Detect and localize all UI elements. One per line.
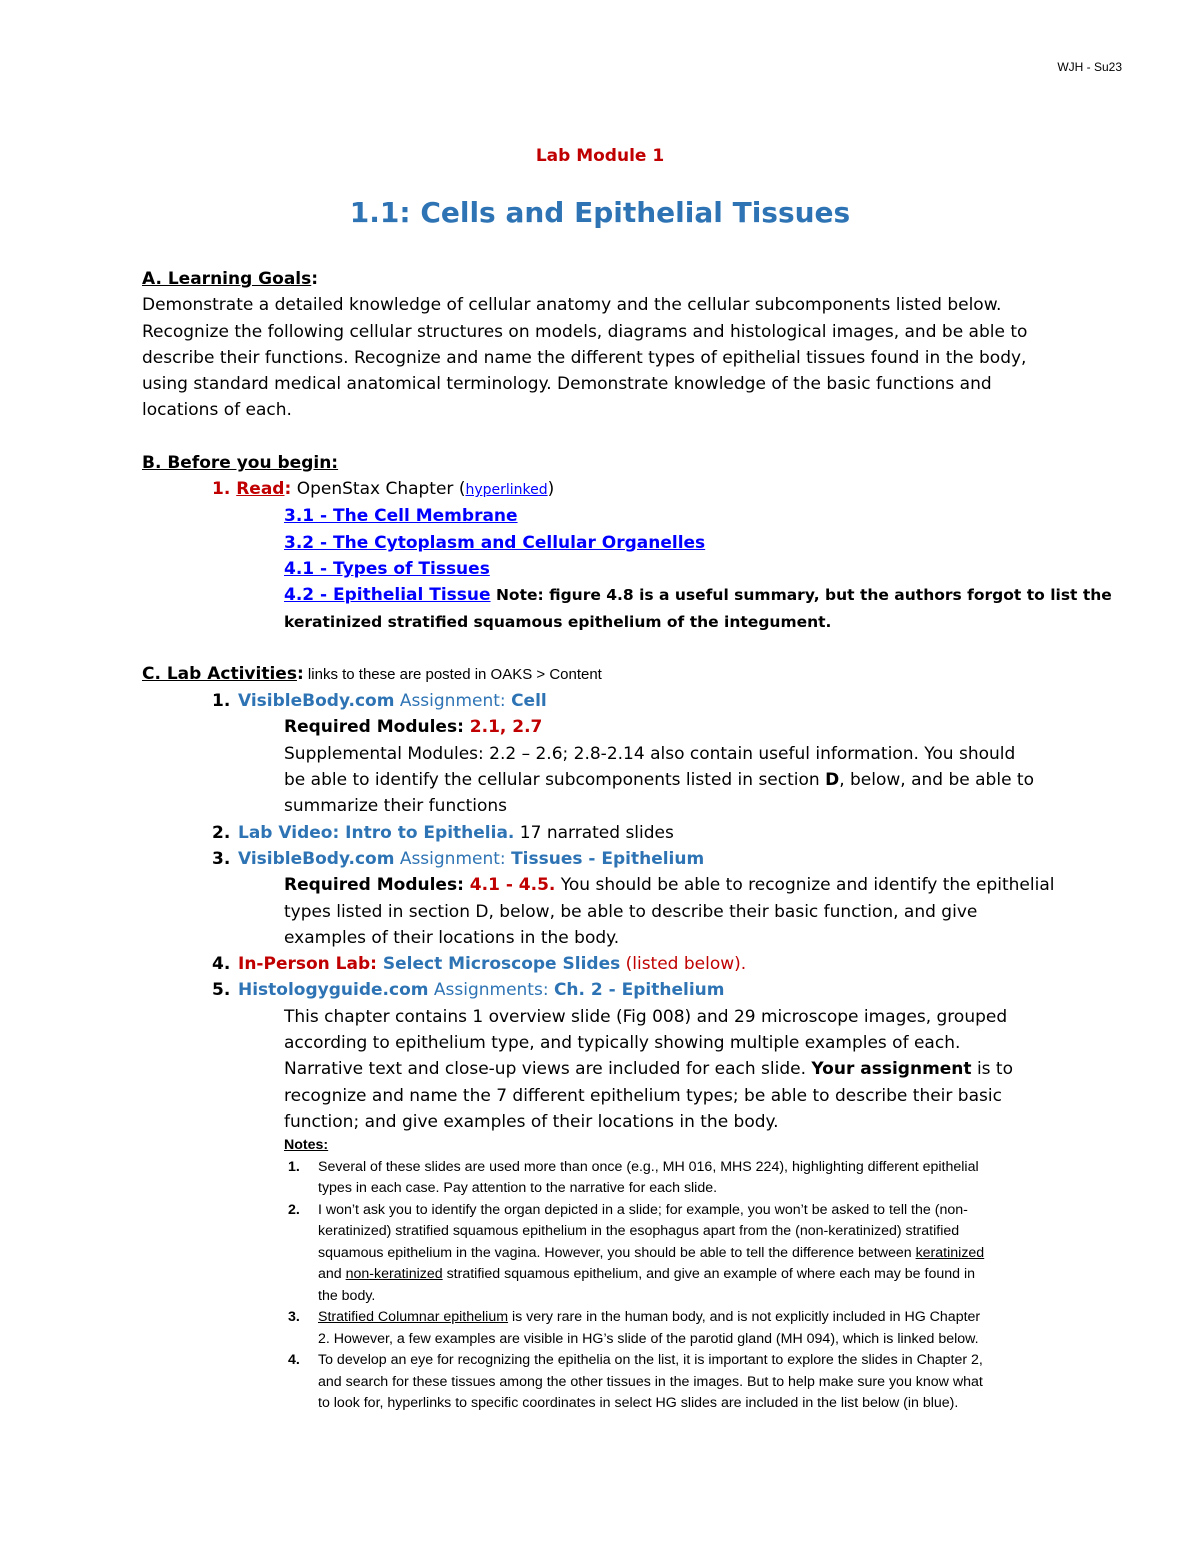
section-c-heading: C. Lab Activities: links to these are posted in OAKS > Content [142, 663, 602, 684]
goals-line: Demonstrate a detailed knowledge of cellular anatomy and the cellular subcomponents listed below. [142, 295, 1002, 316]
link-epithelial-tissue[interactable]: 4.2 - Epithelial Tissue [284, 585, 491, 606]
link-cell-membrane[interactable]: 3.1 - The Cell Membrane [284, 506, 518, 527]
activity-item: 5. Histologyguide.com Assignments: Ch. 2 - Epithelium [212, 980, 725, 1001]
section-a-heading: A. Learning Goals: [142, 269, 319, 289]
figure-note: Note: figure 4.8 is a useful summary, but the authors forgot to list the [490, 586, 1112, 605]
link-types-of-tissues[interactable]: 4.1 - Types of Tissues [284, 558, 490, 579]
goals-line: Recognize the following cellular structures on models, diagrams and histological images, and be able to [142, 321, 1028, 342]
note-item: 2. I won’t ask you to identify the organ depicted in a slide; for example, you won’t be asked to tell the (non- keratinized) stratified squamous epithelium in the esophagus apart from the (non-keratinized) stratified squamous epithelium in the vagina. However, you should be able to tell the difference between keratinized and non-keratinized stratified squamous epithelium, and give an example of where each may be found in the body. [288, 1201, 985, 1304]
activity-item: 2. Lab Video: Intro to Epithelia. 17 narrated slides [212, 822, 674, 843]
goals-line: locations of each. [142, 400, 292, 421]
page-title: 1.1: Cells and Epithelial Tissues [349, 196, 851, 229]
note-item: 1. Several of these slides are used more than once (e.g., MH 016, MHS 224), highlighting different epithelial types in each case. Pay attention to the narrative for each slide. [288, 1158, 979, 1197]
activity-item: 3. VisibleBody.com Assignment: Tissues - Epithelium [212, 848, 705, 869]
figure-note-cont: keratinized stratified squamous epithelium of the integument. [284, 612, 832, 631]
activity-text: according to epithelium type, and typically showing multiple examples of each. [284, 1033, 961, 1054]
header-code: WJH - Su23 [1057, 60, 1122, 74]
note-item: 4. To develop an eye for recognizing the epithelia on the list, it is important to explore the slides in Chapter 2, and search for these tissues among the other tissues in the images. But to help make sure you know what to look for, hyperlinks to specific coordinates in select HG slides are included in the list below (in blue). [288, 1352, 983, 1412]
activity-text: types listed in section D, below, be able to describe their basic function, and give [284, 901, 978, 922]
module-label: Lab Module 1 [535, 146, 665, 166]
activity-text: examples of their locations in the body. [284, 927, 620, 948]
required-modules: Required Modules: 4.1 - 4.5. You should be able to recognize and identify the epithelial [284, 875, 1055, 896]
note-item: 3. Stratified Columnar epithelium is very rare in the human body, and is not explicitly included in HG Chapter 2. However, a few examples are visible in HG’s slide of the parotid gland (MH 094), which is linked below. [288, 1309, 981, 1347]
supplemental-line: be able to identify the cellular subcomponents listed in section D, below, and be able to [284, 770, 1034, 791]
activity-text: Narrative text and close-up views are included for each slide. Your assignment is to [284, 1059, 1014, 1080]
goals-line: describe their functions. Recognize and name the different types of epithelial tissues found in the body, [142, 347, 1027, 368]
activity-item: 4. In-Person Lab: Select Microscope Slides (listed below). [212, 954, 747, 975]
supplemental-line: summarize their functions [284, 796, 507, 817]
activity-text: recognize and name the 7 different epithelium types; be able to describe their basic [284, 1085, 1002, 1106]
hyperlinked-link[interactable]: hyperlinked [465, 482, 548, 499]
activity-text: function; and give examples of their locations in the body. [284, 1111, 779, 1132]
activity-text: This chapter contains 1 overview slide (Fig 008) and 29 microscope images, grouped [284, 1006, 1008, 1027]
supplemental-line: Supplemental Modules: 2.2 – 2.6; 2.8-2.14 also contain useful information. You should [284, 743, 1016, 764]
section-b-heading: B. Before you begin: [142, 452, 339, 473]
goals-line: using standard medical anatomical terminology. Demonstrate knowledge of the basic functions and [142, 374, 992, 395]
read-label: Read [236, 479, 285, 500]
notes-list [142, 1135, 1082, 1415]
activity-item: 1. VisibleBody.com Assignment: Cell [212, 691, 547, 712]
notes-heading: Notes: [284, 1137, 329, 1154]
read-item: 1. Read: OpenStax Chapter (hyperlinked) [212, 479, 555, 500]
document-body [142, 266, 1112, 1415]
link-cytoplasm-organelles[interactable]: 3.2 - The Cytoplasm and Cellular Organelles [284, 532, 706, 553]
required-modules: Required Modules: 2.1, 2.7 [284, 717, 543, 738]
